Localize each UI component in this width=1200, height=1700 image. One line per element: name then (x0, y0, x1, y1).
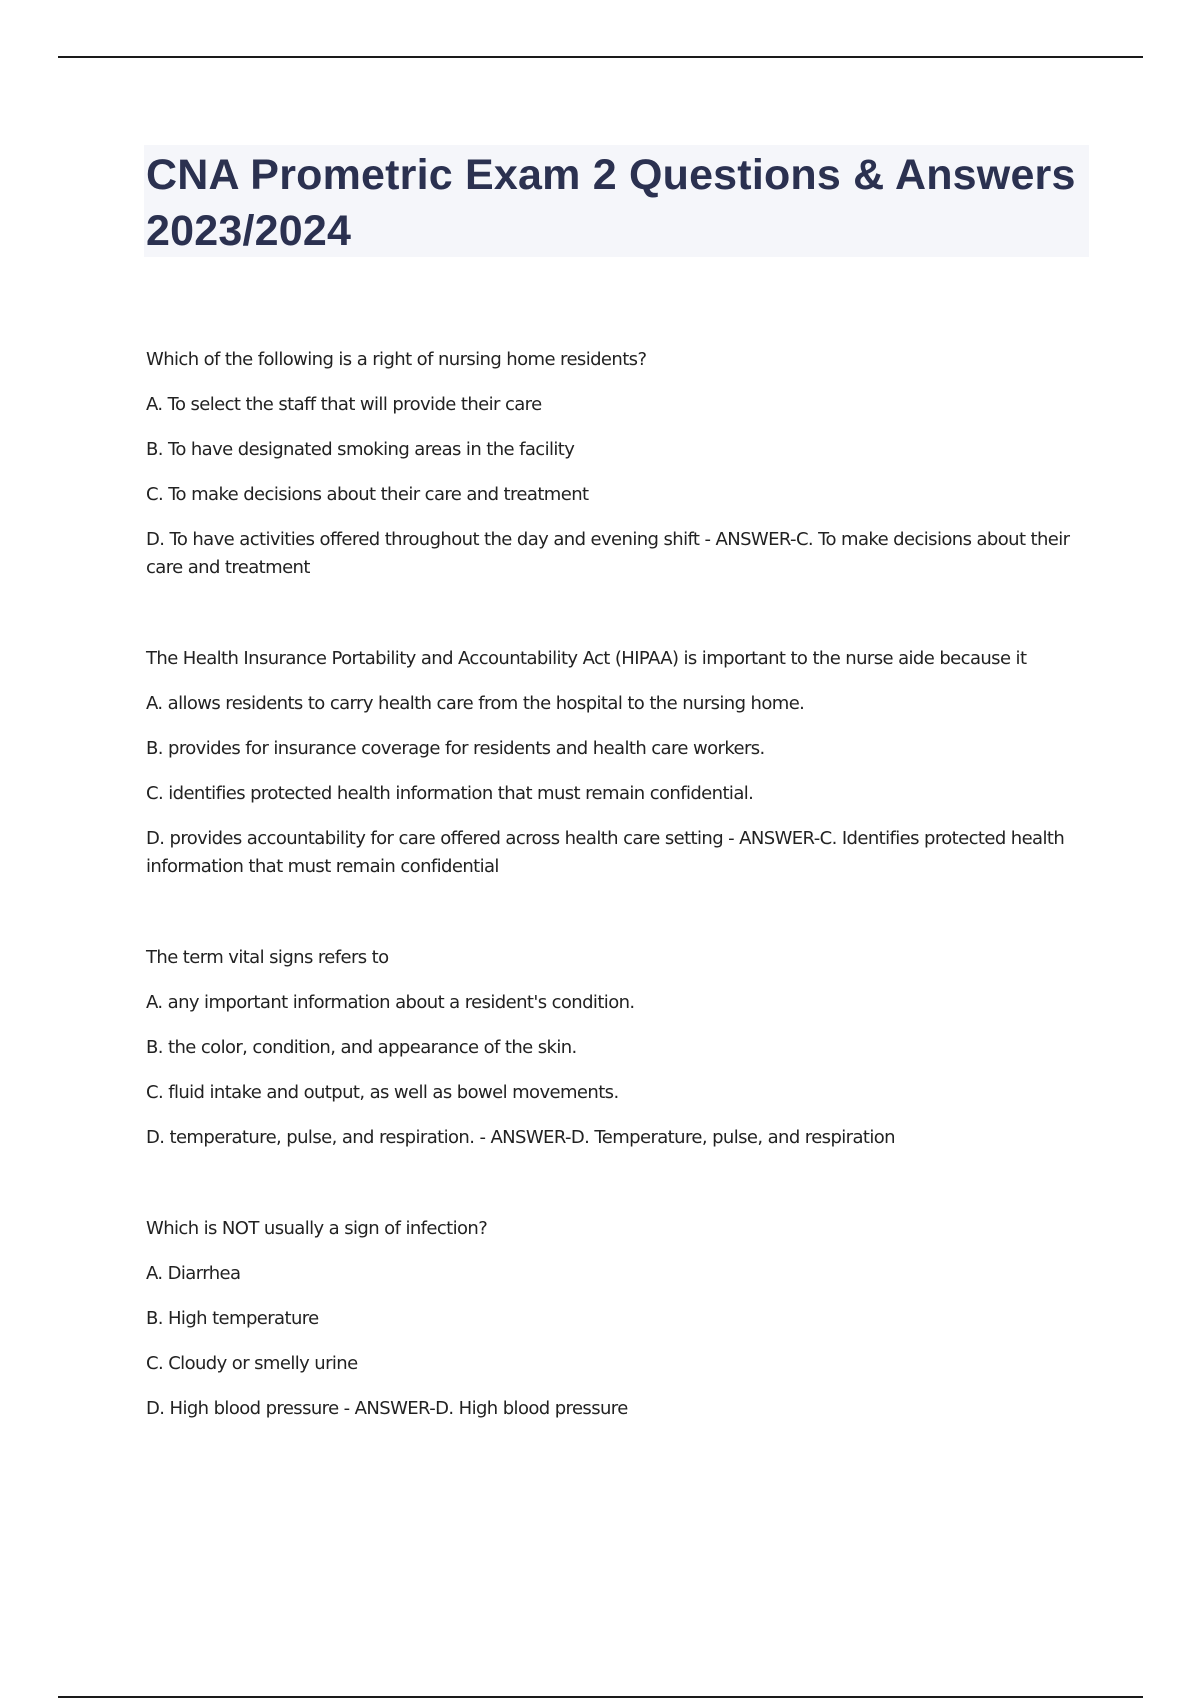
question-block-4 (146, 1215, 1096, 1423)
answer-option-b: B. provides for insurance coverage for residents and health care workers. (146, 738, 765, 759)
answer-option-b: B. To have designated smoking areas in the facility (146, 439, 575, 460)
answer-option-a: A. To select the staff that will provide their care (146, 394, 542, 415)
answer-option-d: D. To have activities offered throughout the day and evening shift - ANSWER-C. To make decisions about their care and treatment (146, 529, 1070, 578)
answer-option-a: A. allows residents to carry health care from the hospital to the nursing home. (146, 693, 805, 714)
question-text: Which is NOT usually a sign of infection? (146, 1218, 488, 1239)
title-banner (144, 145, 1089, 257)
question-list (146, 346, 1096, 1486)
question-block-3 (146, 944, 1096, 1152)
bottom-rule (58, 1696, 1143, 1698)
answer-option-a: A. any important information about a resident's condition. (146, 992, 635, 1013)
answer-option-d: D. temperature, pulse, and respiration. - ANSWER-D. Temperature, pulse, and respiration (146, 1127, 895, 1148)
top-rule (58, 56, 1143, 58)
question-block-1 (146, 346, 1096, 582)
answer-option-b: B. High temperature (146, 1308, 319, 1329)
answer-option-d: D. provides accountability for care offered across health care setting - ANSWER-C. Identifies protected health information that must remain confidential (146, 828, 1065, 877)
question-text: The Health Insurance Portability and Accountability Act (HIPAA) is important to the nurse aide because it (146, 648, 1027, 669)
answer-option-c: C. To make decisions about their care and treatment (146, 484, 589, 505)
answer-option-b: B. the color, condition, and appearance of the skin. (146, 1037, 577, 1058)
document-title: CNA Prometric Exam 2 Questions & Answers 2023/2024 (146, 151, 1076, 255)
question-text: The term vital signs refers to (146, 947, 389, 968)
question-text: Which of the following is a right of nursing home residents? (146, 349, 647, 370)
answer-option-c: C. fluid intake and output, as well as bowel movements. (146, 1082, 619, 1103)
answer-option-c: C. identifies protected health information that must remain confidential. (146, 783, 754, 804)
question-block-2 (146, 645, 1096, 881)
answer-option-c: C. Cloudy or smelly urine (146, 1353, 358, 1374)
answer-option-a: A. Diarrhea (146, 1263, 241, 1284)
answer-option-d: D. High blood pressure - ANSWER-D. High blood pressure (146, 1398, 628, 1419)
